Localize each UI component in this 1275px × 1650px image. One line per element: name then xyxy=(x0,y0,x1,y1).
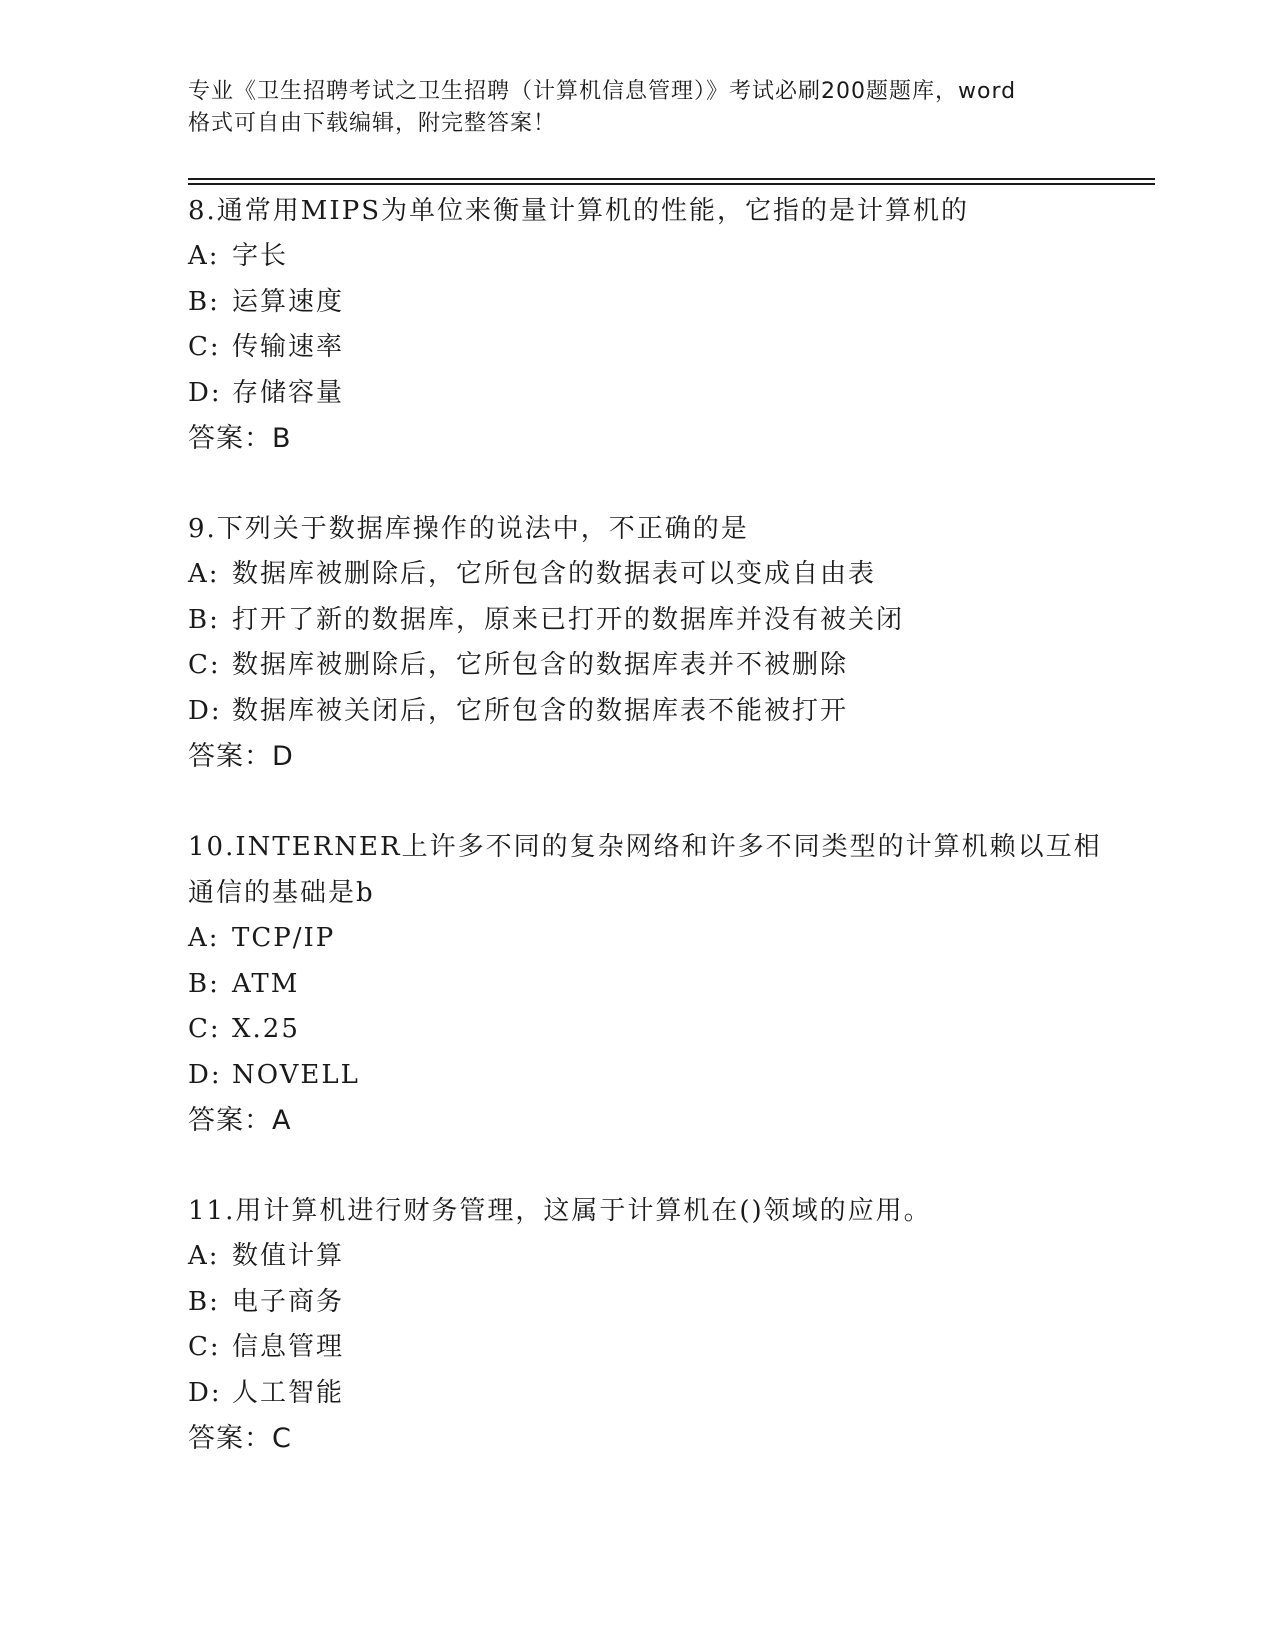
option-text: ATM xyxy=(232,968,300,999)
question-stem xyxy=(188,824,1102,916)
option-b xyxy=(188,598,1088,644)
option-key: A: xyxy=(188,241,220,271)
question-list xyxy=(188,188,1102,1506)
option-d xyxy=(188,371,1088,417)
option-text: 电子商务 xyxy=(232,1286,345,1317)
option-a xyxy=(188,916,1088,962)
option-c xyxy=(188,1007,1088,1053)
question-stem-line: 通信的基础是b xyxy=(188,878,375,908)
option-key: B: xyxy=(188,1286,220,1317)
option-text: 存储容量 xyxy=(232,377,345,408)
option-text: TCP/IP xyxy=(232,923,336,953)
option-text: 运算速度 xyxy=(232,286,345,317)
option-d xyxy=(188,1371,1088,1417)
option-a xyxy=(188,1234,1088,1280)
option-text: 传输速率 xyxy=(232,332,345,362)
question-8 xyxy=(188,188,1088,462)
option-a xyxy=(188,552,1088,598)
option-text: 人工智能 xyxy=(232,1377,345,1408)
option-text: 数值计算 xyxy=(232,1241,345,1271)
option-c xyxy=(188,325,1088,371)
option-key: A: xyxy=(188,923,220,953)
question-stem-line: 8.通常用MIPS为单位来衡量计算机的性能，它指的是计算机的 xyxy=(188,196,970,226)
question-10 xyxy=(188,824,1102,1144)
option-key: D: xyxy=(188,1059,222,1090)
answer-line: 答案：D xyxy=(188,741,294,772)
option-text: 信息管理 xyxy=(232,1332,345,1362)
question-stem xyxy=(188,188,1088,234)
option-key: B: xyxy=(188,286,220,317)
option-text: X.25 xyxy=(232,1014,300,1044)
header-divider-bottom xyxy=(188,183,1155,185)
answer-line: 答案：C xyxy=(188,1423,292,1454)
question-9 xyxy=(188,506,1088,780)
document-header xyxy=(188,76,1088,140)
question-stem xyxy=(188,506,1088,552)
option-text: 数据库被删除后，它所包含的数据表可以变成自由表 xyxy=(232,559,877,589)
option-c xyxy=(188,1325,1088,1371)
option-text: 打开了新的数据库，原来已打开的数据库并没有被关闭 xyxy=(232,604,905,635)
option-c xyxy=(188,643,1088,689)
option-b xyxy=(188,962,1088,1008)
option-text: 数据库被删除后，它所包含的数据库表并不被删除 xyxy=(232,650,849,680)
answer-line: 答案：A xyxy=(188,1105,292,1136)
option-key: D: xyxy=(188,695,222,726)
option-a xyxy=(188,234,1088,280)
question-11 xyxy=(188,1188,1088,1462)
option-key: C: xyxy=(188,332,221,362)
option-key: A: xyxy=(188,1241,220,1271)
option-text: NOVELL xyxy=(232,1059,360,1090)
option-b xyxy=(188,280,1088,326)
option-key: B: xyxy=(188,604,220,635)
option-b xyxy=(188,1280,1088,1326)
header-line-1: 专业《卫生招聘考试之卫生招聘（计算机信息管理）》考试必刷200题题库，word xyxy=(188,79,1017,104)
question-stem-line: 11.用计算机进行财务管理，这属于计算机在()领域的应用。 xyxy=(188,1196,932,1226)
question-stem-line: 10.INTERNER上许多不同的复杂网络和许多不同类型的计算机赖以互相 xyxy=(188,832,1102,862)
option-d xyxy=(188,1053,1088,1099)
option-d xyxy=(188,689,1088,735)
option-key: D: xyxy=(188,377,222,408)
option-key: C: xyxy=(188,1014,221,1044)
option-key: C: xyxy=(188,1332,221,1362)
option-key: D: xyxy=(188,1377,222,1408)
header-line-2: 格式可自由下载编辑，附完整答案！ xyxy=(188,111,557,136)
option-text: 数据库被关闭后，它所包含的数据库表不能被打开 xyxy=(232,695,849,726)
option-key: B: xyxy=(188,968,220,999)
option-key: C: xyxy=(188,650,221,680)
header-divider-top xyxy=(188,178,1155,180)
question-stem-line: 9.下列关于数据库操作的说法中，不正确的是 xyxy=(188,514,749,544)
option-text: 字长 xyxy=(232,241,289,271)
answer-line: 答案：B xyxy=(188,423,292,454)
option-key: A: xyxy=(188,559,220,589)
question-stem xyxy=(188,1188,1088,1234)
